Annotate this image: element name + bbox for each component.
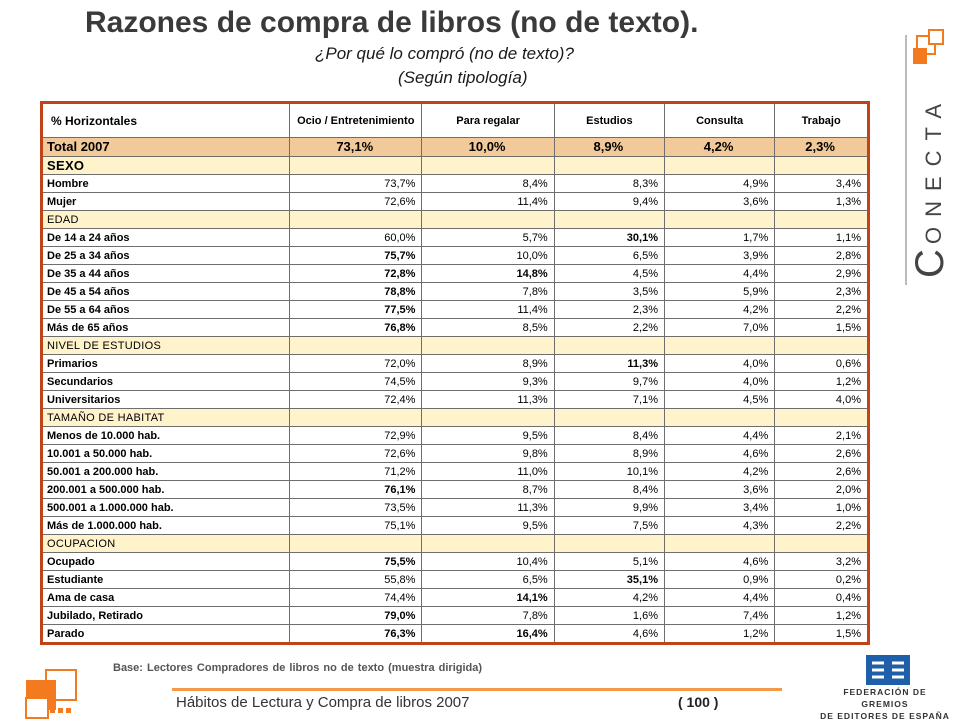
value-cell: 73,7% bbox=[290, 175, 422, 193]
value-cell: 8,3% bbox=[554, 175, 664, 193]
federation-line-1: FEDERACIÓN DE GREMIOS bbox=[843, 687, 927, 709]
section-header-row bbox=[42, 409, 869, 427]
row-label: Jubilado, Retirado bbox=[42, 607, 290, 625]
row-label: De 55 a 64 años bbox=[42, 301, 290, 319]
section-empty-cell bbox=[422, 157, 554, 175]
column-header: Para regalar bbox=[422, 103, 554, 138]
section-empty-cell bbox=[554, 157, 664, 175]
table-row bbox=[42, 283, 869, 301]
value-cell: 7,0% bbox=[664, 319, 774, 337]
table-row bbox=[42, 355, 869, 373]
value-cell: 76,1% bbox=[290, 481, 422, 499]
value-cell: 5,9% bbox=[664, 283, 774, 301]
section-empty-cell bbox=[775, 337, 869, 355]
value-cell: 2,2% bbox=[775, 301, 869, 319]
value-cell: 6,5% bbox=[422, 571, 554, 589]
section-empty-cell bbox=[554, 337, 664, 355]
value-cell: 0,4% bbox=[775, 589, 869, 607]
value-cell: 11,3% bbox=[422, 499, 554, 517]
section-header-row bbox=[42, 535, 869, 553]
section-empty-cell bbox=[422, 535, 554, 553]
value-cell: 8,4% bbox=[554, 427, 664, 445]
value-cell: 9,3% bbox=[422, 373, 554, 391]
value-cell: 7,8% bbox=[422, 283, 554, 301]
value-cell: 3,4% bbox=[664, 499, 774, 517]
value-cell: 4,4% bbox=[664, 589, 774, 607]
value-cell: 0,6% bbox=[775, 355, 869, 373]
value-cell: 4,2% bbox=[554, 589, 664, 607]
section-empty-cell bbox=[664, 337, 774, 355]
section-empty-cell bbox=[775, 535, 869, 553]
footer-divider bbox=[172, 688, 782, 691]
value-cell: 78,8% bbox=[290, 283, 422, 301]
value-cell: 2,3% bbox=[554, 301, 664, 319]
value-cell: 4,0% bbox=[664, 373, 774, 391]
row-label: De 14 a 24 años bbox=[42, 229, 290, 247]
table-row bbox=[42, 391, 869, 409]
section-empty-cell bbox=[664, 211, 774, 229]
value-cell: 8,5% bbox=[422, 319, 554, 337]
row-label: Más de 1.000.000 hab. bbox=[42, 517, 290, 535]
reasons-table bbox=[40, 101, 870, 645]
footer-title: Hábitos de Lectura y Compra de libros 2007 bbox=[176, 694, 470, 711]
section-title: EDAD bbox=[42, 211, 290, 229]
total-value: 2,3% bbox=[775, 138, 869, 157]
section-empty-cell bbox=[422, 211, 554, 229]
column-header: Ocio / Entretenimiento bbox=[290, 103, 422, 138]
value-cell: 16,4% bbox=[422, 625, 554, 644]
section-empty-cell bbox=[554, 409, 664, 427]
value-cell: 73,5% bbox=[290, 499, 422, 517]
value-cell: 74,5% bbox=[290, 373, 422, 391]
value-cell: 8,4% bbox=[554, 481, 664, 499]
table-row bbox=[42, 175, 869, 193]
value-cell: 4,9% bbox=[664, 175, 774, 193]
value-cell: 60,0% bbox=[290, 229, 422, 247]
value-cell: 0,9% bbox=[664, 571, 774, 589]
value-cell: 9,8% bbox=[422, 445, 554, 463]
column-header: Estudios bbox=[554, 103, 664, 138]
corner-label: % Horizontales bbox=[42, 103, 290, 138]
value-cell: 1,3% bbox=[775, 193, 869, 211]
value-cell: 3,5% bbox=[554, 283, 664, 301]
value-cell: 4,6% bbox=[664, 553, 774, 571]
section-empty-cell bbox=[775, 157, 869, 175]
section-empty-cell bbox=[664, 409, 774, 427]
value-cell: 9,4% bbox=[554, 193, 664, 211]
table-row bbox=[42, 571, 869, 589]
value-cell: 75,1% bbox=[290, 517, 422, 535]
section-empty-cell bbox=[775, 409, 869, 427]
value-cell: 4,6% bbox=[554, 625, 664, 644]
value-cell: 1,1% bbox=[775, 229, 869, 247]
value-cell: 11,4% bbox=[422, 193, 554, 211]
row-label: 50.001 a 200.000 hab. bbox=[42, 463, 290, 481]
value-cell: 10,0% bbox=[422, 247, 554, 265]
value-cell: 7,4% bbox=[664, 607, 774, 625]
row-label: Menos de 10.000 hab. bbox=[42, 427, 290, 445]
value-cell: 11,4% bbox=[422, 301, 554, 319]
table-row bbox=[42, 427, 869, 445]
value-cell: 9,7% bbox=[554, 373, 664, 391]
value-cell: 1,0% bbox=[775, 499, 869, 517]
row-label: Hombre bbox=[42, 175, 290, 193]
conecta-mark-icon bbox=[905, 28, 960, 288]
section-empty-cell bbox=[290, 337, 422, 355]
svg-text:ONECTA: ONECTA bbox=[921, 93, 946, 244]
section-title: OCUPACION bbox=[42, 535, 290, 553]
value-cell: 4,5% bbox=[554, 265, 664, 283]
row-label: De 35 a 44 años bbox=[42, 265, 290, 283]
table-row bbox=[42, 625, 869, 644]
row-label: Estudiante bbox=[42, 571, 290, 589]
row-label: 200.001 a 500.000 hab. bbox=[42, 481, 290, 499]
value-cell: 2,6% bbox=[775, 445, 869, 463]
value-cell: 6,5% bbox=[554, 247, 664, 265]
table-row bbox=[42, 301, 869, 319]
value-cell: 14,8% bbox=[422, 265, 554, 283]
federation-line-2: DE EDITORES DE ESPAÑA bbox=[820, 711, 950, 721]
total-value: 4,2% bbox=[664, 138, 774, 157]
value-cell: 75,7% bbox=[290, 247, 422, 265]
total-value: 8,9% bbox=[554, 138, 664, 157]
value-cell: 11,3% bbox=[422, 391, 554, 409]
value-cell: 1,2% bbox=[664, 625, 774, 644]
value-cell: 4,5% bbox=[664, 391, 774, 409]
value-cell: 11,0% bbox=[422, 463, 554, 481]
value-cell: 14,1% bbox=[422, 589, 554, 607]
value-cell: 3,6% bbox=[664, 481, 774, 499]
table-row bbox=[42, 247, 869, 265]
value-cell: 72,4% bbox=[290, 391, 422, 409]
value-cell: 7,8% bbox=[422, 607, 554, 625]
value-cell: 3,6% bbox=[664, 193, 774, 211]
section-empty-cell bbox=[554, 535, 664, 553]
value-cell: 2,2% bbox=[554, 319, 664, 337]
row-label: Ocupado bbox=[42, 553, 290, 571]
row-label: 500.001 a 1.000.000 hab. bbox=[42, 499, 290, 517]
value-cell: 2,3% bbox=[775, 283, 869, 301]
table-row bbox=[42, 499, 869, 517]
value-cell: 1,6% bbox=[554, 607, 664, 625]
total-value: 73,1% bbox=[290, 138, 422, 157]
value-cell: 10,4% bbox=[422, 553, 554, 571]
value-cell: 4,6% bbox=[664, 445, 774, 463]
section-empty-cell bbox=[290, 157, 422, 175]
table-row bbox=[42, 589, 869, 607]
value-cell: 30,1% bbox=[554, 229, 664, 247]
section-empty-cell bbox=[664, 157, 774, 175]
value-cell: 71,2% bbox=[290, 463, 422, 481]
value-cell: 1,2% bbox=[775, 607, 869, 625]
value-cell: 8,9% bbox=[422, 355, 554, 373]
value-cell: 72,9% bbox=[290, 427, 422, 445]
column-header: Consulta bbox=[664, 103, 774, 138]
section-empty-cell bbox=[775, 211, 869, 229]
value-cell: 76,3% bbox=[290, 625, 422, 644]
section-empty-cell bbox=[290, 535, 422, 553]
value-cell: 7,5% bbox=[554, 517, 664, 535]
row-label: Secundarios bbox=[42, 373, 290, 391]
row-label: De 25 a 34 años bbox=[42, 247, 290, 265]
value-cell: 2,1% bbox=[775, 427, 869, 445]
value-cell: 4,3% bbox=[664, 517, 774, 535]
row-label: Primarios bbox=[42, 355, 290, 373]
federation-logo-icon bbox=[866, 655, 910, 685]
table-row bbox=[42, 463, 869, 481]
value-cell: 5,7% bbox=[422, 229, 554, 247]
value-cell: 2,6% bbox=[775, 463, 869, 481]
section-empty-cell bbox=[554, 211, 664, 229]
page-number: ( 100 ) bbox=[678, 694, 719, 710]
value-cell: 1,5% bbox=[775, 625, 869, 644]
section-title: SEXO bbox=[42, 157, 290, 175]
section-header-row bbox=[42, 157, 869, 175]
value-cell: 9,9% bbox=[554, 499, 664, 517]
value-cell: 2,2% bbox=[775, 517, 869, 535]
squares-logo-icon bbox=[12, 660, 82, 720]
value-cell: 1,5% bbox=[775, 319, 869, 337]
table-row bbox=[42, 193, 869, 211]
value-cell: 4,2% bbox=[664, 301, 774, 319]
value-cell: 72,0% bbox=[290, 355, 422, 373]
table-row bbox=[42, 373, 869, 391]
section-empty-cell bbox=[290, 211, 422, 229]
base-note: Base: Lectores Compradores de libros no de texto (muestra dirigida) bbox=[113, 662, 483, 674]
value-cell: 0,2% bbox=[775, 571, 869, 589]
value-cell: 2,0% bbox=[775, 481, 869, 499]
row-label: Universitarios bbox=[42, 391, 290, 409]
value-cell: 77,5% bbox=[290, 301, 422, 319]
table-row bbox=[42, 445, 869, 463]
value-cell: 4,2% bbox=[664, 463, 774, 481]
value-cell: 8,4% bbox=[422, 175, 554, 193]
row-label: 10.001 a 50.000 hab. bbox=[42, 445, 290, 463]
value-cell: 11,3% bbox=[554, 355, 664, 373]
value-cell: 5,1% bbox=[554, 553, 664, 571]
value-cell: 1,7% bbox=[664, 229, 774, 247]
value-cell: 3,4% bbox=[775, 175, 869, 193]
table-row bbox=[42, 517, 869, 535]
section-empty-cell bbox=[290, 409, 422, 427]
section-empty-cell bbox=[422, 409, 554, 427]
row-label: Parado bbox=[42, 625, 290, 644]
value-cell: 1,2% bbox=[775, 373, 869, 391]
page-title: Razones de compra de libros (no de texto). bbox=[85, 6, 699, 39]
value-cell: 4,0% bbox=[664, 355, 774, 373]
row-label: De 45 a 54 años bbox=[42, 283, 290, 301]
value-cell: 10,1% bbox=[554, 463, 664, 481]
value-cell: 8,7% bbox=[422, 481, 554, 499]
value-cell: 55,8% bbox=[290, 571, 422, 589]
page-subtitle: ¿Por qué lo compró (no de texto)? bbox=[315, 44, 574, 63]
value-cell: 7,1% bbox=[554, 391, 664, 409]
total-label: Total 2007 bbox=[42, 138, 290, 157]
value-cell: 3,9% bbox=[664, 247, 774, 265]
row-label: Mujer bbox=[42, 193, 290, 211]
value-cell: 9,5% bbox=[422, 427, 554, 445]
column-header: Trabajo bbox=[775, 103, 869, 138]
total-value: 10,0% bbox=[422, 138, 554, 157]
section-header-row bbox=[42, 337, 869, 355]
value-cell: 74,4% bbox=[290, 589, 422, 607]
value-cell: 76,8% bbox=[290, 319, 422, 337]
table-row bbox=[42, 553, 869, 571]
value-cell: 9,5% bbox=[422, 517, 554, 535]
value-cell: 4,4% bbox=[664, 265, 774, 283]
section-title: NIVEL DE ESTUDIOS bbox=[42, 337, 290, 355]
table-row bbox=[42, 607, 869, 625]
total-row bbox=[42, 138, 869, 157]
value-cell: 35,1% bbox=[554, 571, 664, 589]
table-row bbox=[42, 319, 869, 337]
value-cell: 2,8% bbox=[775, 247, 869, 265]
row-label: Ama de casa bbox=[42, 589, 290, 607]
page-subtitle-typology: (Según tipología) bbox=[398, 68, 528, 87]
value-cell: 4,0% bbox=[775, 391, 869, 409]
value-cell: 75,5% bbox=[290, 553, 422, 571]
section-empty-cell bbox=[664, 535, 774, 553]
table-header-row bbox=[42, 103, 869, 138]
federation-name bbox=[820, 686, 950, 722]
value-cell: 72,6% bbox=[290, 445, 422, 463]
table-row bbox=[42, 265, 869, 283]
value-cell: 79,0% bbox=[290, 607, 422, 625]
table-row bbox=[42, 229, 869, 247]
value-cell: 72,8% bbox=[290, 265, 422, 283]
value-cell: 4,4% bbox=[664, 427, 774, 445]
value-cell: 8,9% bbox=[554, 445, 664, 463]
value-cell: 2,9% bbox=[775, 265, 869, 283]
svg-text:C: C bbox=[908, 249, 952, 278]
section-empty-cell bbox=[422, 337, 554, 355]
section-title: TAMAÑO DE HABITAT bbox=[42, 409, 290, 427]
row-label: Más de 65 años bbox=[42, 319, 290, 337]
table-row bbox=[42, 481, 869, 499]
section-header-row bbox=[42, 211, 869, 229]
value-cell: 72,6% bbox=[290, 193, 422, 211]
value-cell: 3,2% bbox=[775, 553, 869, 571]
